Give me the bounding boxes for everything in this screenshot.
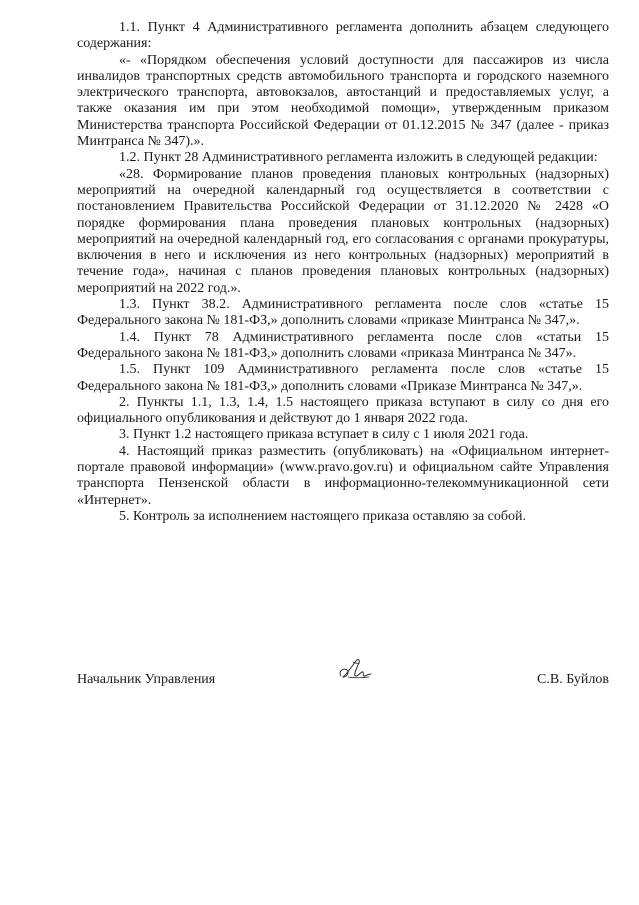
paragraph-1-3: 1.3. Пункт 38.2. Административного регламента после слов «статье 15 Федерального закона № 181-ФЗ,» дополнить словами «приказе Минтранса № 347,». (77, 297, 609, 329)
paragraph-1-4: 1.4. Пункт 78 Административного регламента после слов «статьи 15 Федерального закона № 181-ФЗ,» дополнить словами «приказа Минтранса № 347». (77, 329, 609, 361)
paragraph-5: 5. Контроль за исполнением настоящего приказа оставляю за собой. (119, 508, 527, 524)
paragraph-2: 2. Пункты 1.1, 1.3, 1.4, 1.5 настоящего приказа вступают в силу со дня его официального опубликования и действуют до 1 января 2022 года. (77, 394, 609, 427)
signer-role: Начальник Управления (77, 672, 216, 687)
signature-block (77, 672, 609, 692)
paragraph-4: 4. Настоящий приказ разместить (опубликовать) на «Официальном интернет-портале правовой информации» (www.pravo.gov.ru) и официальном сайте Управления транспорта Пензенской области в информационно-телекоммуникационной сети «Интернет». (77, 443, 609, 508)
paragraph-1-2-quote: «28. Формирование планов проведения плановых контрольных (надзорных) мероприятий на очередной календарный год осуществляется в соответствии с постановлением Правительства Российской Федерации от 31.12.2020 № 2428 «О порядке формирования плана проведения плановых контрольных (надзорных) мероприятий на очередной календарный год, его согласования с органами прокуратуры, включения в него и исключения из него контрольных (надзорных) мероприятий в течение года», начиная с планов проведения плановых контрольных (надзорных) мероприятий на 2022 год.». (77, 166, 609, 296)
paragraph-1-1: 1.1. Пункт 4 Административного регламента дополнить абзацем следующего содержания: (77, 20, 609, 52)
signer-name: С.В. Буйлов (537, 672, 609, 687)
document-body (77, 20, 609, 525)
paragraph-3: 3. Пункт 1.2 настоящего приказа вступает в силу с 1 июля 2021 года. (119, 427, 529, 443)
paragraph-1-5: 1.5. Пункт 109 Административного регламента после слов «статье 15 Федерального закона № 181-ФЗ,» дополнить словами «Приказе Минтранса № 347,». (77, 362, 609, 394)
paragraph-1-1-quote: «- «Порядком обеспечения условий доступности для пассажиров из числа инвалидов транспортных средств автомобильного транспорта и городского наземного электрического транспорта, автовокзалов, автостанций и предоставляемых услуг, а также оказания им при этом необходимой помощи», утвержденным приказом Министерства транспорта Российской Федерации от 01.12.2015 № 347 (далее - приказ Минтранса № 347).». (77, 52, 609, 150)
paragraph-1-2: 1.2. Пункт 28 Административного регламента изложить в следующей редакции: (119, 150, 598, 166)
